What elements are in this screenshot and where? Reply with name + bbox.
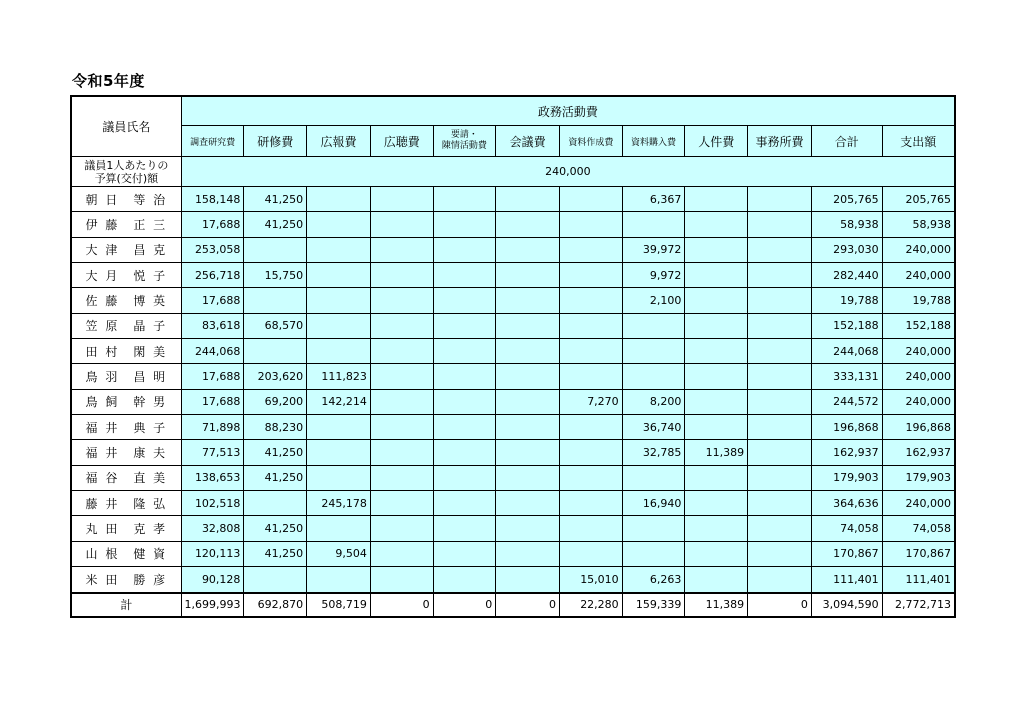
amount-cell: 120,113 bbox=[181, 541, 244, 566]
amount-cell: 19,788 bbox=[811, 288, 882, 313]
amount-cell bbox=[433, 237, 496, 262]
total-cell: 159,339 bbox=[622, 593, 685, 617]
amount-cell: 15,010 bbox=[559, 567, 622, 593]
amount-cell: 41,250 bbox=[244, 516, 307, 541]
total-row bbox=[71, 593, 955, 617]
amount-cell bbox=[496, 187, 560, 212]
amount-cell: 17,688 bbox=[181, 288, 244, 313]
amount-cell bbox=[559, 415, 622, 440]
amount-cell bbox=[370, 187, 433, 212]
amount-cell: 196,868 bbox=[811, 415, 882, 440]
amount-cell: 88,230 bbox=[244, 415, 307, 440]
amount-cell: 244,068 bbox=[811, 339, 882, 364]
amount-cell: 6,367 bbox=[622, 187, 685, 212]
amount-cell bbox=[496, 491, 560, 516]
total-cell: 3,094,590 bbox=[811, 593, 882, 617]
amount-cell: 83,618 bbox=[181, 313, 244, 338]
amount-cell bbox=[433, 263, 496, 288]
table-row bbox=[71, 237, 955, 262]
member-name: 笠 原 晶 子 bbox=[71, 313, 181, 338]
amount-cell bbox=[433, 415, 496, 440]
amount-cell: 17,688 bbox=[181, 212, 244, 237]
budget-value: 240,000 bbox=[181, 157, 955, 187]
amount-cell bbox=[685, 491, 748, 516]
amount-cell: 69,200 bbox=[244, 389, 307, 414]
amount-cell: 256,718 bbox=[181, 263, 244, 288]
amount-cell bbox=[370, 339, 433, 364]
column-header: 調査研究費 bbox=[181, 126, 244, 157]
amount-cell: 240,000 bbox=[882, 237, 955, 262]
amount-cell bbox=[433, 339, 496, 364]
amount-cell bbox=[685, 567, 748, 593]
amount-cell: 179,903 bbox=[811, 465, 882, 490]
amount-cell: 11,389 bbox=[685, 440, 748, 465]
amount-cell: 111,401 bbox=[811, 567, 882, 593]
amount-cell: 162,937 bbox=[882, 440, 955, 465]
amount-cell bbox=[307, 567, 371, 593]
table-row bbox=[71, 440, 955, 465]
member-name: 大 津 昌 克 bbox=[71, 237, 181, 262]
amount-cell bbox=[370, 491, 433, 516]
amount-cell bbox=[496, 288, 560, 313]
amount-cell: 111,823 bbox=[307, 364, 371, 389]
amount-cell bbox=[244, 237, 307, 262]
member-name: 鳥 羽 昌 明 bbox=[71, 364, 181, 389]
member-name: 伊 藤 正 三 bbox=[71, 212, 181, 237]
amount-cell bbox=[433, 491, 496, 516]
amount-cell bbox=[496, 364, 560, 389]
total-cell: 0 bbox=[370, 593, 433, 617]
amount-cell: 41,250 bbox=[244, 465, 307, 490]
amount-cell bbox=[622, 339, 685, 364]
amount-cell bbox=[496, 516, 560, 541]
amount-cell bbox=[496, 389, 560, 414]
table-row bbox=[71, 491, 955, 516]
member-name: 米 田 勝 彦 bbox=[71, 567, 181, 593]
amount-cell bbox=[433, 465, 496, 490]
amount-cell bbox=[622, 313, 685, 338]
expense-table bbox=[70, 95, 956, 618]
amount-cell bbox=[496, 415, 560, 440]
amount-cell bbox=[748, 516, 812, 541]
column-header: 会議費 bbox=[496, 126, 560, 157]
amount-cell bbox=[559, 541, 622, 566]
total-cell: 508,719 bbox=[307, 593, 371, 617]
amount-cell bbox=[307, 313, 371, 338]
amount-cell: 203,620 bbox=[244, 364, 307, 389]
amount-cell: 364,636 bbox=[811, 491, 882, 516]
amount-cell: 41,250 bbox=[244, 212, 307, 237]
amount-cell bbox=[244, 339, 307, 364]
amount-cell bbox=[370, 465, 433, 490]
amount-cell bbox=[559, 212, 622, 237]
amount-cell bbox=[559, 491, 622, 516]
amount-cell bbox=[244, 567, 307, 593]
amount-cell: 32,808 bbox=[181, 516, 244, 541]
amount-cell bbox=[433, 212, 496, 237]
column-header: 研修費 bbox=[244, 126, 307, 157]
amount-cell bbox=[748, 389, 812, 414]
amount-cell: 41,250 bbox=[244, 541, 307, 566]
table-row bbox=[71, 415, 955, 440]
member-name: 福 井 典 子 bbox=[71, 415, 181, 440]
amount-cell: 162,937 bbox=[811, 440, 882, 465]
table-row bbox=[71, 313, 955, 338]
amount-cell bbox=[433, 440, 496, 465]
member-name: 福 谷 直 美 bbox=[71, 465, 181, 490]
amount-cell bbox=[370, 389, 433, 414]
amount-cell bbox=[496, 339, 560, 364]
amount-cell bbox=[244, 491, 307, 516]
table-row bbox=[71, 288, 955, 313]
amount-cell bbox=[685, 288, 748, 313]
amount-cell bbox=[370, 567, 433, 593]
amount-cell bbox=[748, 339, 812, 364]
budget-label bbox=[71, 157, 181, 187]
amount-cell bbox=[559, 313, 622, 338]
amount-cell bbox=[622, 364, 685, 389]
amount-cell bbox=[496, 440, 560, 465]
amount-cell: 8,200 bbox=[622, 389, 685, 414]
amount-cell bbox=[433, 389, 496, 414]
amount-cell: 152,188 bbox=[882, 313, 955, 338]
amount-cell bbox=[433, 313, 496, 338]
amount-cell: 58,938 bbox=[811, 212, 882, 237]
amount-cell bbox=[622, 212, 685, 237]
amount-cell bbox=[685, 541, 748, 566]
amount-cell bbox=[559, 263, 622, 288]
member-name: 福 井 康 夫 bbox=[71, 440, 181, 465]
amount-cell bbox=[685, 237, 748, 262]
amount-cell bbox=[685, 516, 748, 541]
amount-cell: 74,058 bbox=[811, 516, 882, 541]
amount-cell bbox=[370, 313, 433, 338]
amount-cell bbox=[370, 541, 433, 566]
amount-cell: 17,688 bbox=[181, 389, 244, 414]
amount-cell bbox=[685, 187, 748, 212]
amount-cell bbox=[559, 237, 622, 262]
table-row bbox=[71, 567, 955, 593]
amount-cell: 9,504 bbox=[307, 541, 371, 566]
amount-cell bbox=[496, 465, 560, 490]
member-name: 丸 田 克 孝 bbox=[71, 516, 181, 541]
amount-cell bbox=[433, 187, 496, 212]
amount-cell: 2,100 bbox=[622, 288, 685, 313]
amount-cell bbox=[748, 187, 812, 212]
amount-cell bbox=[559, 187, 622, 212]
amount-cell bbox=[559, 364, 622, 389]
amount-cell bbox=[307, 516, 371, 541]
group-header: 政務活動費 bbox=[181, 96, 955, 126]
amount-cell bbox=[433, 288, 496, 313]
amount-cell bbox=[685, 465, 748, 490]
amount-cell: 158,148 bbox=[181, 187, 244, 212]
amount-cell: 170,867 bbox=[811, 541, 882, 566]
amount-cell bbox=[307, 288, 371, 313]
amount-cell bbox=[307, 465, 371, 490]
column-header: 広聴費 bbox=[370, 126, 433, 157]
column-header: 資料作成費 bbox=[559, 126, 622, 157]
amount-cell bbox=[685, 212, 748, 237]
amount-cell bbox=[559, 288, 622, 313]
amount-cell bbox=[370, 288, 433, 313]
amount-cell: 179,903 bbox=[882, 465, 955, 490]
member-name: 鳥 飼 幹 男 bbox=[71, 389, 181, 414]
amount-cell bbox=[559, 465, 622, 490]
total-cell: 0 bbox=[748, 593, 812, 617]
amount-cell: 138,653 bbox=[181, 465, 244, 490]
amount-cell bbox=[748, 541, 812, 566]
amount-cell: 9,972 bbox=[622, 263, 685, 288]
amount-cell: 240,000 bbox=[882, 491, 955, 516]
amount-cell bbox=[748, 415, 812, 440]
amount-cell bbox=[748, 364, 812, 389]
amount-cell: 245,178 bbox=[307, 491, 371, 516]
amount-cell bbox=[433, 567, 496, 593]
table-row bbox=[71, 541, 955, 566]
table-row bbox=[71, 263, 955, 288]
amount-cell bbox=[622, 516, 685, 541]
table-row bbox=[71, 212, 955, 237]
amount-cell bbox=[748, 212, 812, 237]
amount-cell bbox=[370, 364, 433, 389]
amount-cell: 7,270 bbox=[559, 389, 622, 414]
amount-cell: 333,131 bbox=[811, 364, 882, 389]
member-name-header: 議員氏名 bbox=[71, 96, 181, 157]
amount-cell: 102,518 bbox=[181, 491, 244, 516]
amount-cell bbox=[496, 212, 560, 237]
amount-cell bbox=[748, 237, 812, 262]
amount-cell bbox=[433, 516, 496, 541]
amount-cell: 244,068 bbox=[181, 339, 244, 364]
amount-cell bbox=[307, 263, 371, 288]
table-row bbox=[71, 364, 955, 389]
member-name: 藤 井 隆 弘 bbox=[71, 491, 181, 516]
amount-cell: 32,785 bbox=[622, 440, 685, 465]
amount-cell bbox=[496, 313, 560, 338]
amount-cell: 68,570 bbox=[244, 313, 307, 338]
member-name: 大 月 悦 子 bbox=[71, 263, 181, 288]
amount-cell: 36,740 bbox=[622, 415, 685, 440]
amount-cell: 240,000 bbox=[882, 263, 955, 288]
column-header: 要請・ 陳情活動費 bbox=[433, 126, 496, 157]
amount-cell bbox=[748, 288, 812, 313]
amount-cell bbox=[307, 339, 371, 364]
budget-label-text: 議員1人あたりの 予算(交付)額 bbox=[84, 158, 169, 185]
amount-cell bbox=[748, 263, 812, 288]
column-header: 事務所費 bbox=[748, 126, 812, 157]
column-header: 合計 bbox=[811, 126, 882, 157]
amount-cell bbox=[685, 364, 748, 389]
amount-cell bbox=[685, 339, 748, 364]
amount-cell: 282,440 bbox=[811, 263, 882, 288]
total-cell: 11,389 bbox=[685, 593, 748, 617]
table-row bbox=[71, 465, 955, 490]
amount-cell bbox=[685, 263, 748, 288]
amount-cell bbox=[307, 440, 371, 465]
amount-cell: 41,250 bbox=[244, 187, 307, 212]
member-name: 佐 藤 博 英 bbox=[71, 288, 181, 313]
total-cell: 1,699,993 bbox=[181, 593, 244, 617]
column-header: 資料購入費 bbox=[622, 126, 685, 157]
amount-cell bbox=[496, 567, 560, 593]
amount-cell: 205,765 bbox=[811, 187, 882, 212]
amount-cell bbox=[559, 339, 622, 364]
table-row bbox=[71, 516, 955, 541]
amount-cell bbox=[748, 440, 812, 465]
amount-cell: 240,000 bbox=[882, 389, 955, 414]
amount-cell bbox=[496, 541, 560, 566]
amount-cell: 170,867 bbox=[882, 541, 955, 566]
amount-cell bbox=[307, 415, 371, 440]
amount-cell: 196,868 bbox=[882, 415, 955, 440]
member-name: 朝 日 等 治 bbox=[71, 187, 181, 212]
amount-cell: 205,765 bbox=[882, 187, 955, 212]
amount-cell: 74,058 bbox=[882, 516, 955, 541]
amount-cell: 17,688 bbox=[181, 364, 244, 389]
total-cell: 2,772,713 bbox=[882, 593, 955, 617]
amount-cell: 16,940 bbox=[622, 491, 685, 516]
amount-cell bbox=[685, 389, 748, 414]
amount-cell bbox=[685, 313, 748, 338]
amount-cell: 152,188 bbox=[811, 313, 882, 338]
column-header: 広報費 bbox=[307, 126, 371, 157]
table-row bbox=[71, 187, 955, 212]
amount-cell bbox=[433, 541, 496, 566]
amount-cell bbox=[307, 237, 371, 262]
amount-cell: 142,214 bbox=[307, 389, 371, 414]
amount-cell: 71,898 bbox=[181, 415, 244, 440]
amount-cell: 41,250 bbox=[244, 440, 307, 465]
total-cell: 0 bbox=[433, 593, 496, 617]
amount-cell bbox=[748, 465, 812, 490]
amount-cell bbox=[748, 567, 812, 593]
amount-cell bbox=[370, 415, 433, 440]
member-name: 山 根 健 資 bbox=[71, 541, 181, 566]
amount-cell bbox=[496, 263, 560, 288]
column-header: 支出額 bbox=[882, 126, 955, 157]
amount-cell bbox=[307, 212, 371, 237]
amount-cell bbox=[370, 440, 433, 465]
amount-cell bbox=[685, 415, 748, 440]
total-label: 計 bbox=[71, 593, 181, 617]
amount-cell bbox=[370, 237, 433, 262]
column-header: 人件費 bbox=[685, 126, 748, 157]
page-title: 令和5年度 bbox=[72, 72, 145, 90]
amount-cell: 77,513 bbox=[181, 440, 244, 465]
amount-cell: 240,000 bbox=[882, 364, 955, 389]
amount-cell bbox=[559, 440, 622, 465]
amount-cell bbox=[559, 516, 622, 541]
amount-cell bbox=[244, 288, 307, 313]
amount-cell: 39,972 bbox=[622, 237, 685, 262]
amount-cell: 15,750 bbox=[244, 263, 307, 288]
amount-cell bbox=[370, 212, 433, 237]
amount-cell bbox=[370, 263, 433, 288]
amount-cell: 58,938 bbox=[882, 212, 955, 237]
amount-cell bbox=[748, 491, 812, 516]
total-cell: 692,870 bbox=[244, 593, 307, 617]
amount-cell: 111,401 bbox=[882, 567, 955, 593]
amount-cell bbox=[307, 187, 371, 212]
amount-cell bbox=[622, 465, 685, 490]
total-cell: 0 bbox=[496, 593, 560, 617]
amount-cell bbox=[370, 516, 433, 541]
amount-cell: 6,263 bbox=[622, 567, 685, 593]
amount-cell bbox=[433, 364, 496, 389]
amount-cell: 253,058 bbox=[181, 237, 244, 262]
table-row bbox=[71, 389, 955, 414]
table-row bbox=[71, 339, 955, 364]
amount-cell: 244,572 bbox=[811, 389, 882, 414]
total-cell: 22,280 bbox=[559, 593, 622, 617]
member-name: 田 村 閑 美 bbox=[71, 339, 181, 364]
amount-cell: 90,128 bbox=[181, 567, 244, 593]
amount-cell: 240,000 bbox=[882, 339, 955, 364]
amount-cell bbox=[748, 313, 812, 338]
amount-cell bbox=[622, 541, 685, 566]
amount-cell: 19,788 bbox=[882, 288, 955, 313]
amount-cell: 293,030 bbox=[811, 237, 882, 262]
amount-cell bbox=[496, 237, 560, 262]
